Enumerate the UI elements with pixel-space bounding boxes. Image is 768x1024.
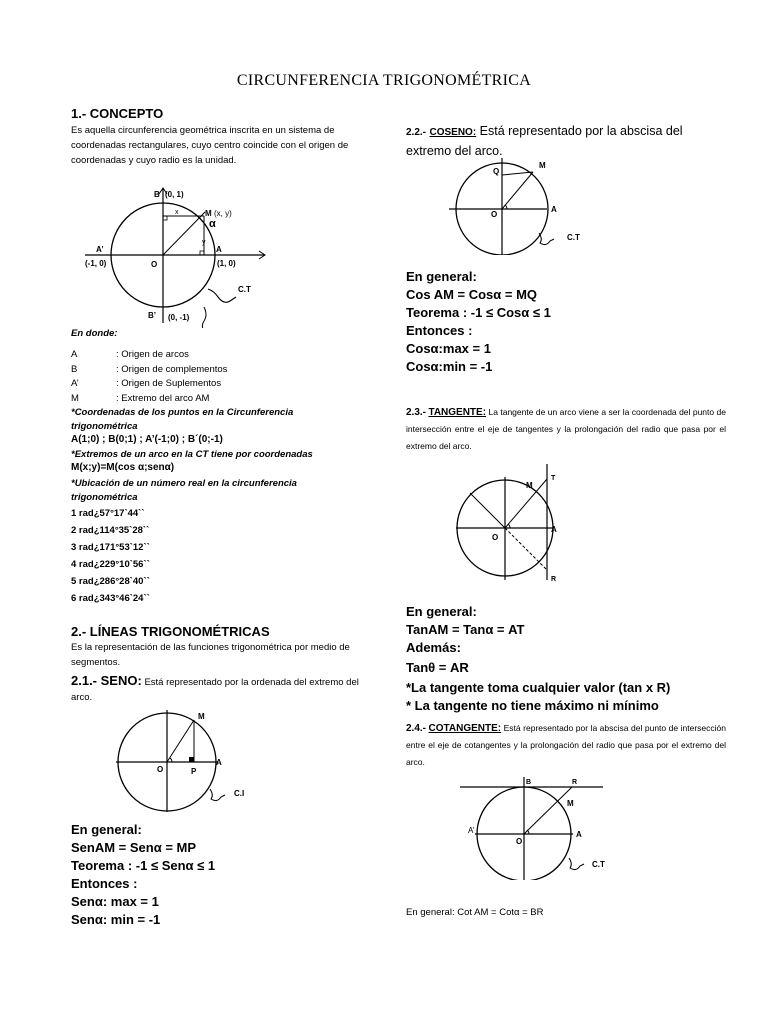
coseno-name: COSENO: (429, 127, 477, 138)
coseno-min: Cosα:min = -1 (406, 359, 493, 374)
tangente-fig-label-T: T (551, 475, 556, 482)
definition-item (71, 392, 227, 407)
definition-desc: : Origen de complementos (116, 363, 228, 375)
radian-item: 3 rad¿171°53`12`` (71, 542, 150, 553)
coseno-fig-label-CT: C.T (567, 233, 580, 242)
fig1-label-A-prime-coord: (-1, 0) (85, 259, 107, 268)
definitions-list (71, 348, 227, 406)
definition-symbol: B (71, 363, 78, 375)
cotangente-intro (406, 720, 726, 771)
definition-symbol: M (71, 392, 79, 404)
cotangente-fig-label-R: R (572, 779, 578, 786)
cotangente-figure (455, 775, 620, 880)
tangente-fig-label-A: A (551, 525, 557, 534)
definition-item (71, 348, 227, 363)
seno-fig-label-O: O (157, 765, 164, 774)
coseno-fig-label-O: O (491, 210, 498, 219)
seno-fig-label-A: A (216, 758, 222, 767)
concepto-text: Es aquella circunferencia geométrica inscrita en un sistema de coordenadas rectangulares, cuyo centro coincide con el origen de coordenadas y cuyo radio es la unidad. (71, 125, 349, 166)
lineas-text: Es la representación de las funciones trigonométrica por medio de segmentos. (71, 642, 350, 668)
coseno-fig-label-Q: Q (493, 167, 500, 176)
cotangente-fig-label-M: M (567, 799, 574, 808)
cotangente-text: Está representado por la abscisa del punto de intersección entre el eje de cotangentes y la prolongación del radio que pasa por el extremo del arco. (406, 723, 726, 767)
fig1-label-A-prime: A’ (96, 245, 104, 254)
coseno-fig-label-M: M (539, 161, 546, 170)
fig1-label-B-coord: (0, 1) (165, 190, 184, 199)
seno-formula: SenAM = Senα = MP (71, 840, 197, 855)
definition-desc: : Origen de arcos (116, 349, 189, 360)
fig1-label-CT: C.T (238, 285, 251, 294)
radian-item: 6 rad¿343°46`24`` (71, 593, 150, 604)
cotangente-name: COTANGENTE: (428, 723, 502, 734)
fig1-label-B-prime: B’ (148, 311, 156, 320)
coseno-figure (447, 155, 597, 255)
fig1-label-M: M (205, 209, 212, 218)
seno-fig-label-M: M (198, 712, 205, 721)
radian-item: 2 rad¿114°35`28`` (71, 525, 150, 536)
tangente-fig-label-M: M (526, 481, 533, 490)
definition-item (71, 377, 227, 392)
section-heading-concepto: 1.- CONCEPTO (71, 106, 164, 121)
tangente-ademas: Además: (406, 640, 461, 655)
fig1-label-x: x (175, 209, 179, 216)
coseno-fig-label-A: A (551, 205, 557, 214)
fig1-label-O: O (151, 260, 158, 269)
tangente-text: La tangente de un arco viene a ser la coordenada del punto de intersección entre el eje de tangentes y la prolongación del radio que pasa por el extremo del arco. (406, 407, 726, 451)
seno-teorema: Teorema : -1 ≤ Senα ≤ 1 (71, 858, 216, 873)
tangente-figure (450, 462, 580, 587)
seno-general-block (71, 821, 215, 929)
coseno-teorema: Teorema : -1 ≤ Cosα ≤ 1 (406, 305, 551, 320)
seno-intro (71, 673, 366, 705)
coords-values: A(1;0) ; B(0;1) ; A’(-1;0) ; B´(0;-1) (71, 434, 223, 445)
tangente-label: 2.3.- (406, 407, 427, 418)
fig1-label-A: A (216, 245, 222, 254)
definition-symbol: A’ (71, 378, 79, 389)
fig1-label-M-coord: (x, y) (214, 209, 232, 218)
unit-circle-figure (75, 183, 275, 328)
radian-item: 1 rad¿57°17`44`` (71, 508, 145, 519)
seno-entonces: Entonces : (71, 876, 138, 891)
seno-fig-label-CI: C.I (234, 789, 245, 798)
tangente-fig-label-R: R (551, 576, 557, 583)
tangente-fig-label-O: O (492, 533, 499, 542)
radians-list (71, 505, 150, 607)
fig1-label-B: B (154, 190, 160, 199)
seno-min: Senα: min = -1 (71, 912, 161, 927)
coseno-label: 2.2.- (406, 127, 427, 138)
coseno-formula: Cos AM = Cosα = MQ (406, 287, 538, 302)
cotangente-fig-label-A-prime: A’ (468, 826, 475, 835)
en-donde-label: En donde: (71, 328, 118, 339)
seno-label: 2.1.- SENO: (71, 673, 142, 688)
tangente-general: En general: (406, 604, 477, 619)
seno-max: Senα: max = 1 (71, 894, 159, 909)
ubicacion-note: *Ubicación de un número real en la circunferencia trigonométrica (71, 478, 297, 503)
coseno-general: En general: (406, 269, 477, 284)
tangente-name: TANGENTE: (428, 407, 487, 418)
fig1-label-A-coord: (1, 0) (217, 259, 236, 268)
cotangente-label: 2.4.- (406, 723, 427, 734)
cotangente-general: En general: Cot AM = Cotα = BR (406, 907, 544, 918)
definition-desc: : Origen de Suplementos (116, 378, 222, 389)
tangente-formula: TanAM = Tanα = AT (406, 622, 525, 637)
fig1-label-y: y (202, 239, 206, 246)
seno-fig-label-P: P (191, 767, 197, 776)
coords-note: *Coordenadas de los puntos en la Circunferencia trigonométrica (71, 407, 294, 432)
tangente-theta: Tanθ = AR (406, 660, 469, 675)
cotangente-fig-label-CT: C.T (592, 860, 605, 869)
definition-desc: : Extremo del arco AM (116, 392, 210, 404)
seno-general: En general: (71, 822, 142, 837)
definition-item (71, 363, 227, 378)
extremos-note: *Extremos de un arco en la CT tiene por coordenadas (71, 449, 313, 460)
page-title: CIRCUNFERENCIA TRIGONOMÉTRICA (236, 72, 532, 89)
coseno-text: Está representado por la abscisa del extremo del arco. (406, 124, 683, 158)
seno-figure (110, 706, 270, 812)
tangente-general-block (406, 603, 736, 715)
tangente-note1: *La tangente toma cualquier valor (tan x R) (406, 680, 671, 695)
cotangente-fig-label-B: B (526, 779, 532, 786)
section-heading-lineas: 2.- LÍNEAS TRIGONOMÉTRICAS (71, 624, 270, 639)
seno-text: Está representado por la ordenada del extremo del arco. (71, 677, 359, 703)
coseno-general-block (406, 268, 551, 376)
radian-item: 4 rad¿229°10`56`` (71, 559, 150, 570)
definition-symbol: A (71, 349, 78, 360)
tangente-note2: * La tangente no tiene máximo ni mínimo (406, 698, 659, 713)
cotangente-fig-label-A: A (576, 830, 582, 839)
tangente-intro (406, 404, 726, 455)
fig1-label-alpha: α (209, 218, 216, 230)
cotangente-fig-label-O: O (516, 837, 523, 846)
coseno-entonces: Entonces : (406, 323, 473, 338)
extremos-values: M(x;y)=M(cos α;senα) (71, 462, 175, 473)
coseno-max: Cosα:max = 1 (406, 341, 491, 356)
fig1-label-B-prime-coord: (0, -1) (168, 313, 190, 322)
radian-item: 5 rad¿286°28`40`` (71, 576, 150, 587)
